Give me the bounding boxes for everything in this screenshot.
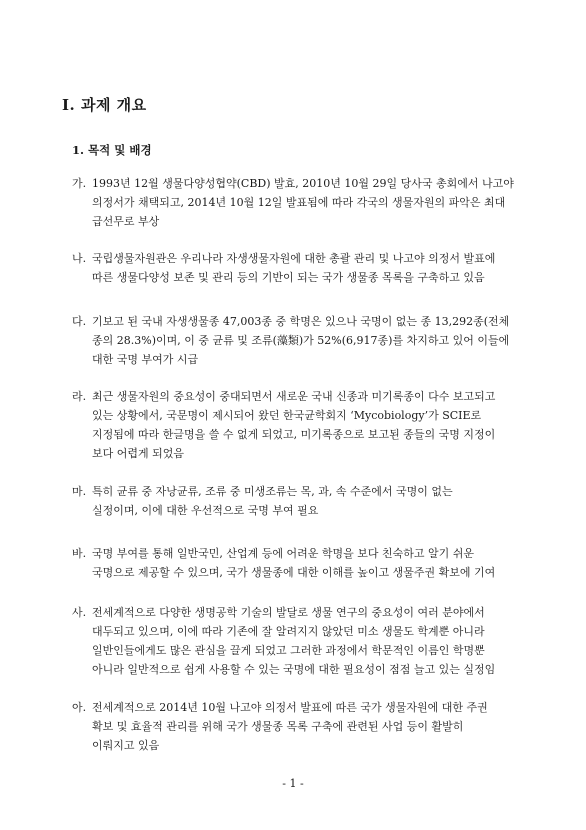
list-item-text: 전세계적으로 2014년 10월 나고야 의정서 발표에 따른 국가 생물자원에 대한 주권 확보 및 효율적 관리를 위해 국가 생물종 목록 구축에 관련된 사업 등이 활발히 이뤄지고 있음	[92, 701, 488, 752]
page-number: - 1 -	[282, 777, 304, 790]
subsection-title: 1. 목적 및 배경	[72, 143, 152, 157]
list-item-marker: 마.	[72, 485, 87, 498]
list-item	[72, 698, 528, 755]
list-item	[72, 312, 528, 369]
list-item-marker: 다.	[72, 315, 87, 328]
list-item-text: 국명 부여를 통해 일반국민, 산업계 등에 어려운 학명을 보다 친숙하고 알기 쉬운 국명으로 제공할 수 있으며, 국가 생물종에 대한 이해를 높이고 생물주권 확보에 기여	[92, 547, 496, 579]
list-item-marker: 아.	[72, 701, 87, 714]
section-title: Ⅰ. 과제 개요	[62, 96, 147, 114]
list-item	[72, 544, 528, 582]
list-item	[72, 249, 528, 287]
list-item-marker: 가.	[72, 177, 87, 190]
list-item-text: 전세계적으로 다양한 생명공학 기술의 발달로 생물 연구의 중요성이 여러 분야에서 대두되고 있으며, 이에 따라 기존에 잘 알려지지 않았던 미소 생물도 학계뿐 아니라 일반인들에게도 많은 관심을 끌게 되었고 그러한 과정에서 학문적인 이름인 학명뿐 아니라 일반적으로 쉽게 사용할 수 있는 국명에 대한 필요성이 점점 늘고 있는 실정임	[92, 606, 496, 676]
list-item-marker: 바.	[72, 547, 87, 560]
list-item-text: 특히 균류 중 자낭균류, 조류 중 미생조류는 목, 과, 속 수준에서 국명이 없는 실정이며, 이에 대한 우선적으로 국명 부여 필요	[92, 485, 453, 517]
list-item-text: 국립생물자원관은 우리나라 자생생물자원에 대한 총괄 관리 및 나고야 의정서 발표에 따른 생물다양성 보존 및 관리 등의 기반이 되는 국가 생물종 목록을 구축하고 있음	[92, 252, 496, 284]
list-item-marker: 라.	[72, 390, 87, 403]
list-item-text: 최근 생물자원의 중요성이 중대되면서 새로운 국내 신종과 미기록종이 다수 보고되고 있는 상황에서, 국문명이 제시되어 왔던 한국균학회지 ‘Mycobiology’가 SCIE로 지정됨에 따라 한글명을 쓸 수 없게 되었고, 미기록종으로 보고된 종들의 국명 지정이 보다 어렵게 되었음	[92, 390, 496, 460]
list-item-text: 기보고 된 국내 자생생물종 47,003종 중 학명은 있으나 국명이 없는 종 13,292종(전체 종의 28.3%)이며, 이 중 균류 및 조류(藻類)가 52%(6,917종)를 차지하고 있어 이들에 대한 국명 부여가 시급	[92, 315, 510, 366]
list-item-text: 1993년 12월 생물다양성협약(CBD) 발효, 2010년 10월 29일 당사국 총회에서 나고야 의정서가 채택되고, 2014년 10월 12일 발표됨에 따라 각국의 생물자원의 파악은 최대 급선무로 부상	[92, 177, 514, 228]
list-item	[72, 174, 528, 231]
list-item	[72, 603, 528, 679]
list-item-marker: 나.	[72, 252, 87, 265]
list-item	[72, 387, 528, 463]
list-item-marker: 사.	[72, 606, 87, 619]
list-item	[72, 482, 528, 520]
